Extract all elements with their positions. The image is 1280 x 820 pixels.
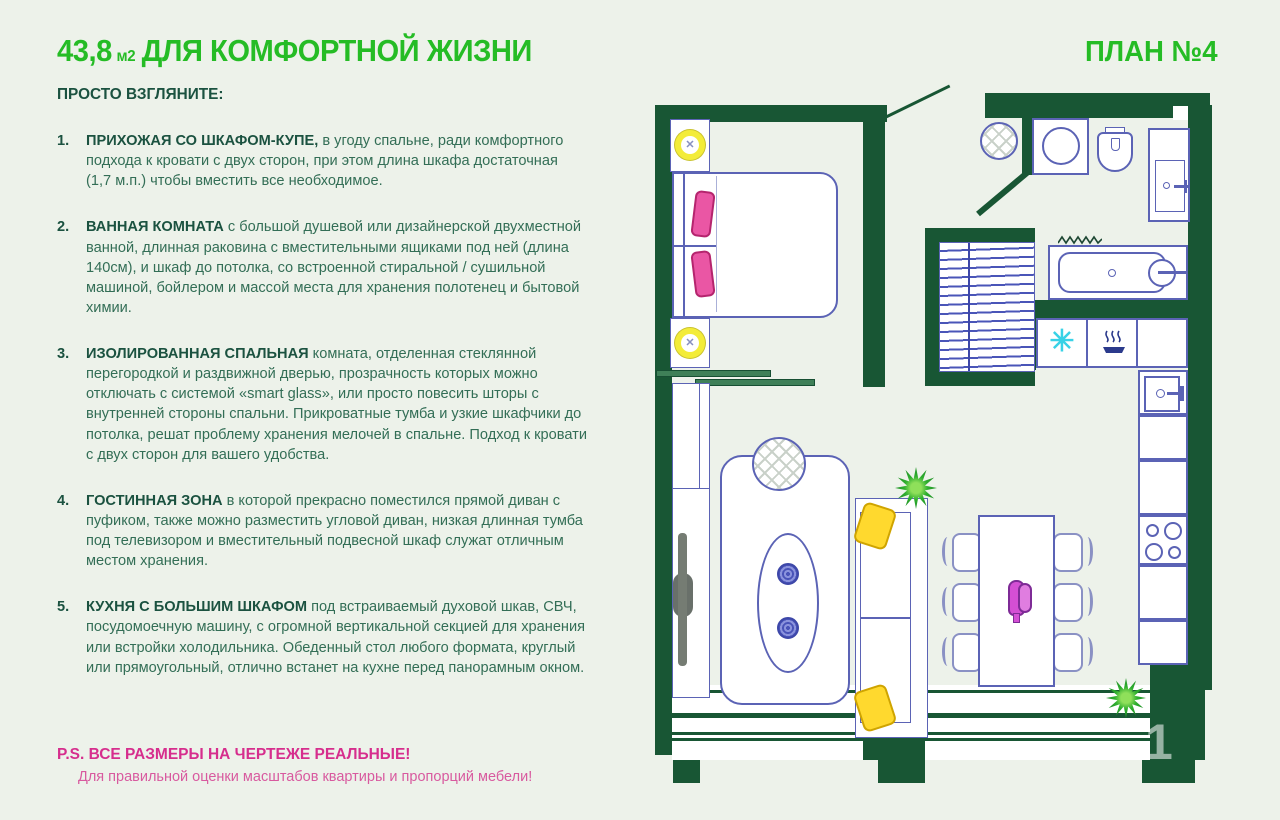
table-decor-stem (1013, 613, 1020, 623)
entry-door-leaf (884, 85, 950, 119)
dining-table (978, 515, 1055, 687)
faucet-handle (1184, 180, 1187, 193)
console-divider (699, 384, 700, 488)
kitchen-cabinet (1136, 318, 1188, 368)
kitchen-sink-cabinet (1138, 370, 1188, 415)
window-glass-line (672, 738, 863, 741)
window-glass-line (672, 713, 863, 718)
floor-plan (640, 85, 1220, 800)
dining-chair (1053, 583, 1083, 622)
feature-list (57, 131, 587, 704)
tv (673, 533, 695, 666)
kitchen-cabinet (1138, 565, 1188, 620)
kitchen-cabinet (1138, 460, 1188, 515)
kitchen-top-row (1036, 318, 1188, 368)
bathtub-drain (1108, 269, 1116, 277)
postscript-bold-line: P.S. ВСЕ РАЗМЕРЫ НА ЧЕРТЕЖЕ РЕАЛЬНЫЕ! (57, 746, 411, 763)
title-text: ДЛЯ КОМФОРТНОЙ ЖИЗНИ (141, 33, 532, 68)
feature-text: ВАННАЯ КОМНАТА с большой душевой или дизайнерской двухместной ванной, длинная раковина с вместительными ящиками под ней (длина 140см), и шкаф до потолка, со встроенной стиральной / сушильной машиной, бойлером и массой места для хранения полотенец и бытовой химии. (86, 219, 582, 316)
feature-number: 5. (57, 599, 70, 616)
window-glass-line (672, 732, 863, 735)
feature-item (57, 491, 587, 572)
bathroom-entry-diagonal-wall (976, 167, 1033, 217)
left-outer-wall (655, 105, 672, 755)
window-glass-line (925, 732, 1150, 735)
kitchen-right-column (1138, 370, 1188, 665)
wardrobe-top-bar (925, 228, 1035, 242)
ceiling-light-icon (980, 122, 1018, 160)
dining-chair (1053, 633, 1083, 672)
area-value: 43,8 (57, 33, 112, 68)
feature-item (57, 344, 587, 465)
right-outer-wall (1188, 105, 1212, 690)
table-decor-vase (1018, 583, 1032, 613)
fridge-snowflake-icon: ✳ (1049, 325, 1075, 359)
kitchen-sink-drain (1156, 389, 1165, 398)
bedroom-right-wall (863, 105, 885, 387)
feature-text: ПРИХОЖАЯ СО ШКАФОМ-КУПЕ, в угоду спальне, ради комфортного подхода к кровати с двух сторон, при этом длина шкафа достаточная (1,7 м.п.) чтобы вместить все необходимое. (86, 133, 564, 190)
towel-radiator-icon (1058, 235, 1102, 245)
fridge-cabinet (1036, 318, 1088, 368)
kitchen-cabinet (1138, 620, 1188, 665)
sliding-glass-door (695, 379, 815, 386)
bathroom-sink-counter (1148, 128, 1190, 222)
feature-item (57, 597, 587, 678)
duvet-edge-line (716, 176, 717, 312)
coffee-table (757, 533, 819, 673)
dining-chair (1053, 533, 1083, 572)
burner-small (1146, 524, 1159, 537)
toilet-bowl (1097, 132, 1133, 172)
sofa-seat-divider (860, 617, 911, 619)
window-glass-line (925, 713, 1150, 718)
decor-plate (777, 617, 799, 639)
kitchen-faucet-handle (1180, 386, 1184, 401)
bedside-lamp-icon (675, 328, 705, 358)
toilet-flush (1111, 138, 1120, 151)
feature-number: 2. (57, 219, 70, 236)
burner-large (1164, 522, 1182, 540)
feature-item (57, 217, 587, 318)
oven-cabinet (1086, 318, 1138, 368)
feature-number: 4. (57, 492, 70, 509)
burner-large (1145, 543, 1163, 561)
window-pillar-center-foot (878, 760, 925, 783)
wardrobe-hangers (939, 242, 1035, 372)
bathtub (1048, 245, 1188, 300)
bedside-lamp-icon (675, 130, 705, 160)
feature-number: 1. (57, 133, 70, 149)
feature-text: ГОСТИННАЯ ЗОНА в которой прекрасно поместился прямой диван с пуфиком, также можно разместить угловой диван, низкая длинная тумба под телевизором и вместительный подвесной шкаф служат отличным местом хранения. (86, 492, 583, 570)
bathtub-faucet-bar (1158, 271, 1188, 274)
toilet (1095, 127, 1135, 175)
postscript (57, 746, 532, 785)
postscript-regular-line: Для правильной оценки масштабов квартиры и пропорций мебели! (78, 769, 533, 785)
glass-partition-panel (656, 370, 771, 377)
oven-icon (1101, 330, 1127, 358)
console-divider (673, 488, 709, 489)
window-glass-line (925, 738, 1150, 741)
washing-machine (1032, 118, 1089, 175)
wardrobe-bottom-bar (925, 372, 1035, 386)
watermark: 1 (1145, 714, 1173, 770)
plan-number-label: ПЛАН №4 (1085, 36, 1218, 68)
feature-number: 3. (57, 346, 70, 362)
area-unit: м2 (116, 48, 136, 65)
page-title (57, 33, 532, 69)
pouf (752, 437, 806, 491)
washer-side-wall (1022, 118, 1032, 175)
wardrobe-left-bar (925, 228, 939, 386)
tv-screen (678, 533, 687, 666)
subtitle: ПРОСТО ВЗГЛЯНИТЕ: (57, 86, 224, 103)
bed-split-line (674, 245, 716, 247)
feature-item (57, 131, 587, 191)
bath-kitchen-divider-wall (1022, 300, 1212, 318)
decor-plate (777, 563, 799, 585)
cooktop (1138, 515, 1188, 565)
feature-text: КУХНЯ С БОЛЬШИМ ШКАФОМ под встраиваемый духовой шкав, СВЧ, посудомоечную машину, с огромной вертикальной секцией для хранения или встройки холодильника. Обеденный стол любого формата, круглый или прямоугольный, отлично встанет на кухне перед панорамным окном. (86, 599, 586, 676)
kitchen-cabinet (1138, 415, 1188, 460)
sink-drain (1163, 182, 1170, 189)
feature-text: ИЗОЛИРОВАННАЯ СПАЛЬНАЯ комната, отделенная стеклянной перегородкой и раздвижной дверью, прозрачность которых можно отключать с системой «smart glass», или просто повесить шторы с внутренней стороны спальни. Прикроватные тумба и узкие шкафчики до потолка, решат проблему хранения мелочей в спальне. Подход к кровати с двух сторон для вашего удобства. (86, 346, 587, 463)
washing-machine-drum (1042, 127, 1080, 165)
burner-small (1168, 546, 1181, 559)
